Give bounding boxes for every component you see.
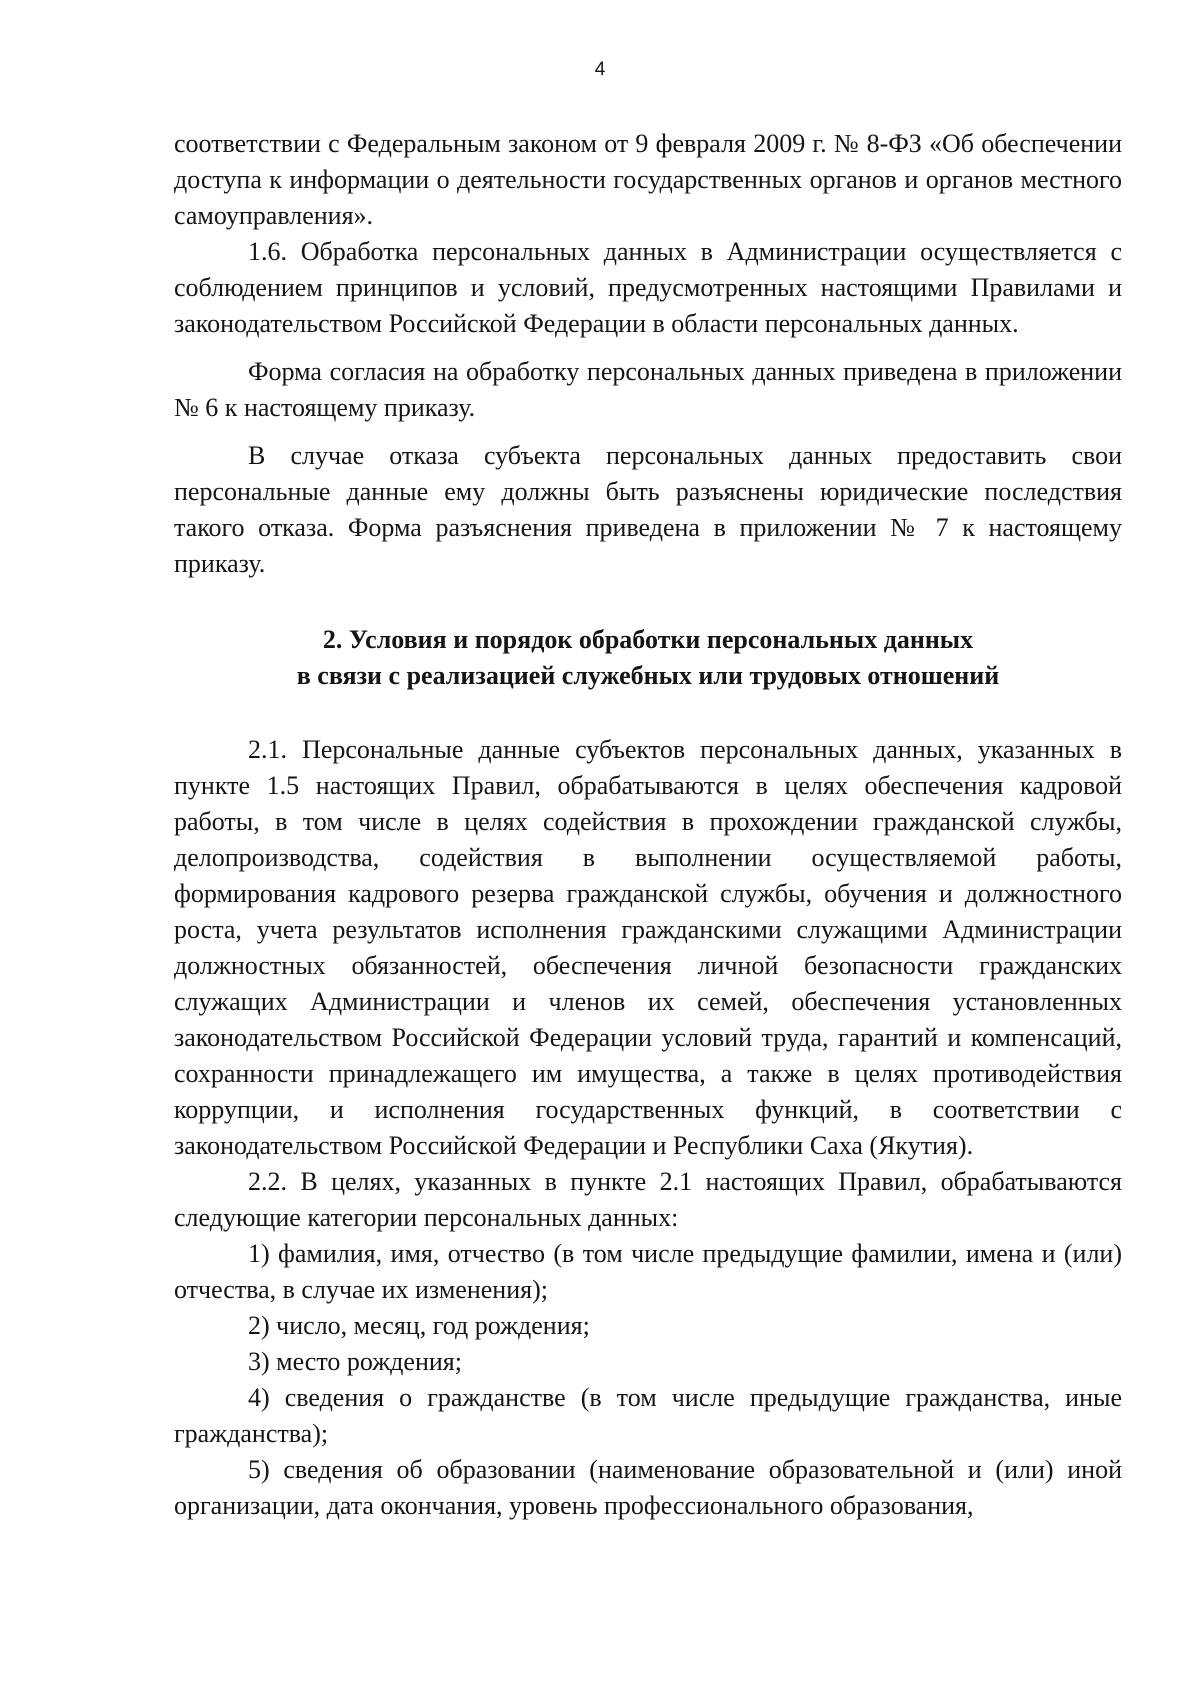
list-item-1: 1) фамилия, имя, отчество (в том числе предыдущие фамилии, имена и (или) отчества, в случае их изменения);	[174, 1239, 1122, 1304]
list-item-2: 2) число, месяц, год рождения;	[248, 1311, 590, 1340]
paragraph-consent-form: Форма согласия на обработку персональных данных приведена в приложении № 6 к настоящему приказу.	[174, 357, 1122, 422]
list-item-5: 5) сведения об образовании (наименование образовательной и (или) иной организации, дата окончания, уровень профессионального образования,	[174, 1455, 1122, 1520]
section-2-heading-line-2: в связи с реализацией служебных или трудовых отношений	[296, 661, 1000, 690]
paragraph-clause-2-1: 2.1. Персональные данные субъектов персональных данных, указанных в пункте 1.5 настоящих Правил, обрабатываются в целях обеспечения кадровой работы, в том числе в целях содействия в прохождении гражданской службы, делопроизводства, содействия в выполнении осуществляемой работы, формирования кадрового резерва гражданской службы, обучения и должностного роста, учета результатов исполнения гражданскими служащими Администрации должностных обязанностей, обеспечения личной безопасности гражданских служащих Администрации и членов их семей, обеспечения установленных законодательством Российской Федерации условий труда, гарантий и компенсаций, сохранности принадлежащего им имущества, а также в целях противодействия коррупции, и исполнения государственных функций, в соответствии с законодательством Российской Федерации и Республики Саха (Якутия).	[174, 735, 1122, 1160]
section-2-heading-line-1: 2. Условия и порядок обработки персональных данных	[322, 625, 974, 654]
document-body	[174, 126, 1122, 1524]
section-2-heading	[174, 622, 1122, 694]
list-item-4: 4) сведения о гражданстве (в том числе предыдущие гражданства, иные гражданства);	[174, 1383, 1122, 1448]
paragraph-clause-2-2: 2.2. В целях, указанных в пункте 2.1 настоящих Правил, обрабатываются следующие категории персональных данных:	[174, 1167, 1122, 1232]
paragraph-law-reference: соответствии с Федеральным законом от 9 февраля 2009 г. № 8-ФЗ «Об обеспечении доступа к информации о деятельности государственных органов и органов местного самоуправления».	[174, 129, 1122, 230]
paragraph-clause-1-6: 1.6. Обработка персональных данных в Администрации осуществляется с соблюдением принципов и условий, предусмотренных настоящими Правилами и законодательством Российской Федерации в области персональных данных.	[174, 237, 1122, 338]
paragraph-refusal: В случае отказа субъекта персональных данных предоставить свои персональные данные ему должны быть разъяснены юридические последствия такого отказа. Форма разъяснения приведена в приложении № 7 к настоящему приказу.	[174, 441, 1122, 578]
list-item-3: 3) место рождения;	[248, 1347, 462, 1376]
page-number: 4	[594, 59, 606, 80]
